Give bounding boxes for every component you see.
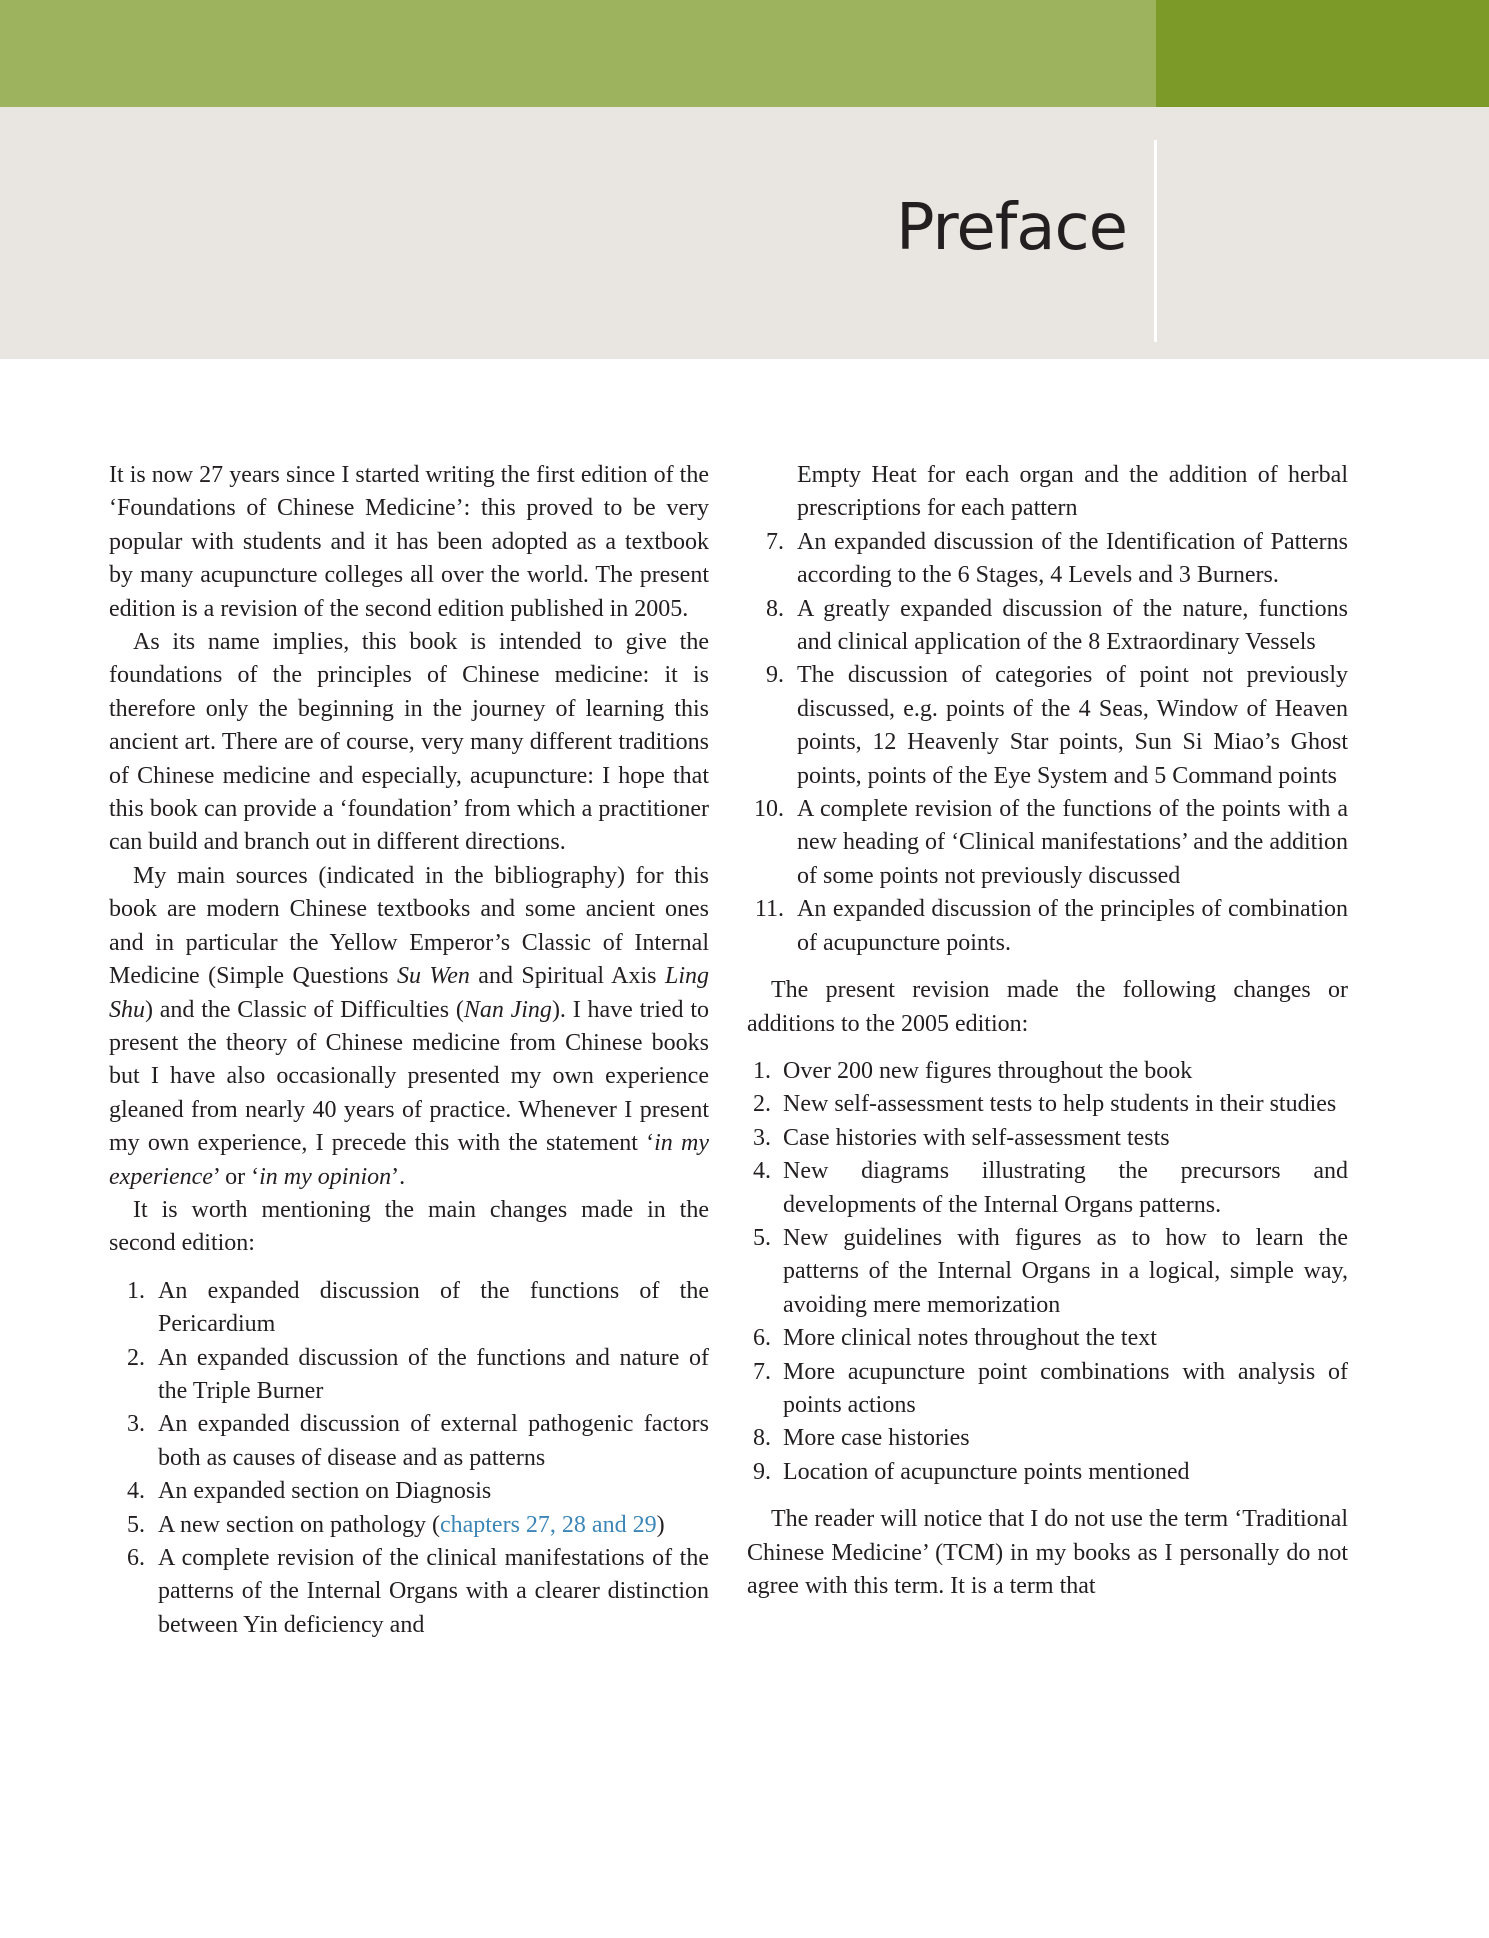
title-divider [1154,140,1157,342]
page-title: Preface [895,191,1127,265]
list-item: 8. More case histories [753,1425,970,1452]
paragraph-present-revision: The present revision made the following changes or additions to the 2005 edition: [747,977,1348,1037]
second-edition-changes-list-continued [747,526,1348,960]
list-item: 1. An expanded discussion of the functions of the Pericardium [127,1277,709,1338]
list-item: 8. A greatly expanded discussion of the nature, functions and clinical application of the 8 Extraordinary Vessels [766,595,1348,656]
list-item: 10. A complete revision of the functions of the points with a new heading of ‘Clinical manifestations’ and the addition of some points not previously discussed [754,796,1348,889]
list-item: 7. An expanded discussion of the Identification of Patterns according to the 6 Stages, 4 Levels and 3 Burners. [766,528,1348,589]
list-item: 9. Location of acupuncture points mentioned [753,1458,1190,1485]
list-item: 11. An expanded discussion of the principles of combination of acupuncture points. [754,896,1348,956]
list-item: 1. Over 200 new figures throughout the book [753,1057,1193,1084]
list-item: 6. A complete revision of the clinical manifestations of the patterns of the Internal Organs with a clearer distinction between Yin deficiency and [127,1545,709,1638]
chapters-link[interactable]: chapters 27, 28 and 29 [439,1511,657,1538]
right-column [747,459,1348,1603]
list-item: 2. New self-assessment tests to help students in their studies [753,1091,1337,1118]
list-item-continuation: Empty Heat for each organ and the addition of herbal prescriptions for each pattern [797,462,1348,522]
second-edition-changes-list [109,1275,709,1642]
left-column [109,459,709,1642]
list-item: 9. The discussion of categories of point not previously discussed, e.g. points of the 4 Seas, Window of Heaven points, 12 Heavenly Star points, Sun Si Miao’s Ghost points, points of the Eye System and 5 Command points [766,662,1348,789]
list-item: 4. New diagrams illustrating the precursors and developments of the Internal Organs patterns. [753,1158,1348,1218]
paragraph-purpose: As its name implies, this book is intended to give the foundations of the principles of Chinese medicine: it is therefore only the beginning in the journey of learning this ancient art. There are of course, very many different traditions of Chinese medicine and especially, acupuncture: I hope that this book can provide a ‘foundation’ from which a practitioner can build and branch out in different directions. [109,629,709,856]
list-item: 3. An expanded discussion of external pathogenic factors both as causes of disease and as patterns [127,1411,709,1471]
list-item: 2. An expanded discussion of the functions and nature of the Triple Burner [127,1344,709,1404]
paragraph-tcm-term: The reader will notice that I do not use the term ‘Traditional Chinese Medicine’ (TCM) in my books as I personally do not agree with this term. It is a term that [747,1506,1348,1599]
paragraph-sources: My main sources (indicated in the bibliography) for this book are modern Chinese textbooks and some ancient ones and in particular the Yellow Emperor’s Classic of Internal Medicine (Simple Questions Su Wen and Spiritual Axis Ling Shu) and the Classic of Difficulties (Nan Jing). I have tried to present the theory of Chinese medicine from Chinese books but I have also occasionally presented my own experience gleaned from nearly 40 years of practice. Whenever I present my own experience, I precede this with the statement ‘in my experience’ or ‘in my opinion’. [109,862,709,1190]
present-revision-changes-list [747,1055,1348,1489]
title-band [0,107,1489,359]
list-item: 7. More acupuncture point combinations with analysis of points actions [753,1358,1348,1418]
header-band-accent [1156,0,1489,107]
list-item: 5. A new section on pathology (chapters 27, 28 and 29) [127,1511,665,1538]
paragraph-intro: It is now 27 years since I started writing the first edition of the ‘Foundations of Chinese Medicine’: this proved to be very popular with students and it has been adopted as a textbook by many acupuncture colleges all over the world. The present edition is a revision of the second edition published in 2005. [109,462,709,622]
list-item: 6. More clinical notes throughout the text [753,1325,1157,1352]
list-item: 3. Case histories with self-assessment tests [753,1124,1170,1151]
list-item: 5. New guidelines with figures as to how to learn the patterns of the Internal Organs in a logical, simple way, avoiding mere memorization [753,1224,1348,1318]
list-item: 4. An expanded section on Diagnosis [127,1478,492,1505]
paragraph-second-edition: It is worth mentioning the main changes made in the second edition: [109,1196,709,1257]
